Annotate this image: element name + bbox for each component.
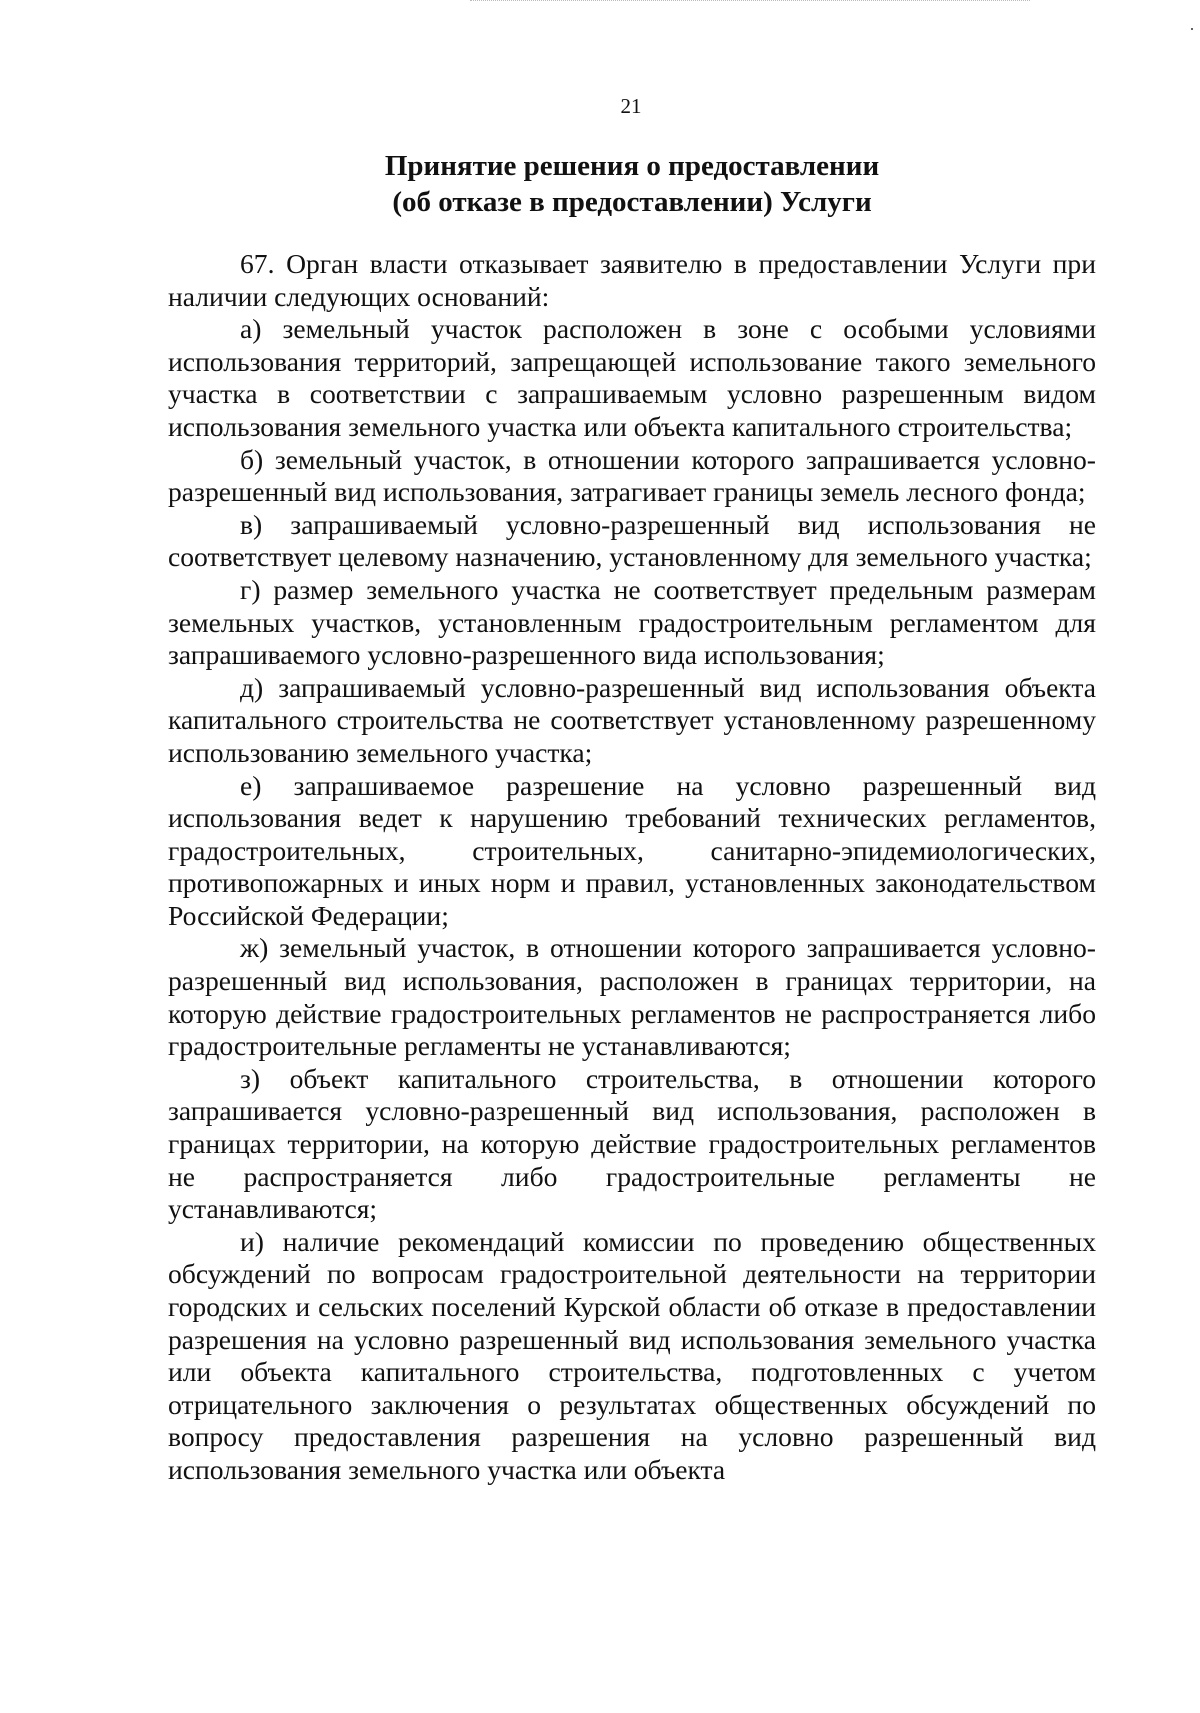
- section-title: [168, 148, 1096, 220]
- section-title-line-1: Принятие решения о предоставлении: [384, 150, 880, 182]
- paragraph-item-d: д) запрашиваемый условно-разрешенный вид использования объекта капитального строительства не соответствует установленному разрешенному использованию земельного участка;: [168, 671, 1096, 768]
- paragraph-item-i: и) наличие рекомендаций комиссии по проведению общественных обсуждений по вопросам градостроительной деятельности на территории городских и сельских поселений Курской области об отказе в предоставлении разрешения на условно разрешенный вид использования земельного участка или объекта капитального строительства, подготовленных с учетом отрицательного заключения о результатах общественных обсуждений по вопросу предоставления разрешения на условно разрешенный вид использования земельного участка или объекта: [168, 1225, 1096, 1485]
- paragraph-item-b: б) земельный участок, в отношении которого запрашивается условно-разрешенный вид использования, затрагивает границы земель лесного фонда;: [168, 443, 1096, 508]
- paragraph-item-g: г) размер земельного участка не соответствует предельным размерам земельных участков, установленным градостроительным регламентом для запрашиваемого условно-разрешенного вида использования;: [168, 573, 1096, 671]
- paragraph-item-zh: ж) земельный участок, в отношении которого запрашивается условно-разрешенный вид использования, расположен в границах территории, на которую действие градостроительных регламентов не распространяется либо градостроительные регламенты не устанавливаются;: [168, 932, 1096, 1062]
- page-number: 21: [620, 94, 642, 118]
- paragraph-item-z: з) объект капитального строительства, в отношении которого запрашивается условно-разрешенный вид использования, расположен в границах территории, на которую действие градостроительных регламентов не распространяется либо градостроительные регламенты не устанавливаются;: [168, 1062, 1096, 1225]
- paragraph-67-intro: 67. Орган власти отказывает заявителю в предоставлении Услуги при наличии следующих оснований:: [168, 248, 1096, 312]
- paragraph-item-a: а) земельный участок расположен в зоне с особыми условиями использования территорий, запрещающей использование такого земельного участка в соответствии с запрашиваемым условно разрешенным видом использования земельного участка или объекта капитального строительства;: [168, 313, 1096, 442]
- scan-dot: [1191, 28, 1193, 30]
- paragraph-item-v: в) запрашиваемый условно-разрешенный вид использования не соответствует целевому назначению, установленному для земельного участка;: [168, 508, 1096, 573]
- section-title-line-2: (об отказе в предоставлении) Услуги: [392, 186, 872, 218]
- scan-artifact: [470, 0, 1030, 5]
- document-body: [168, 248, 1096, 1487]
- paragraph-item-e: е) запрашиваемое разрешение на условно разрешенный вид использования ведет к нарушению требований технических регламентов, градостроительных, строительных, санитарно-эпидемиологических, противопожарных и иных норм и правил, установленных законодательством Российской Федерации;: [168, 769, 1096, 931]
